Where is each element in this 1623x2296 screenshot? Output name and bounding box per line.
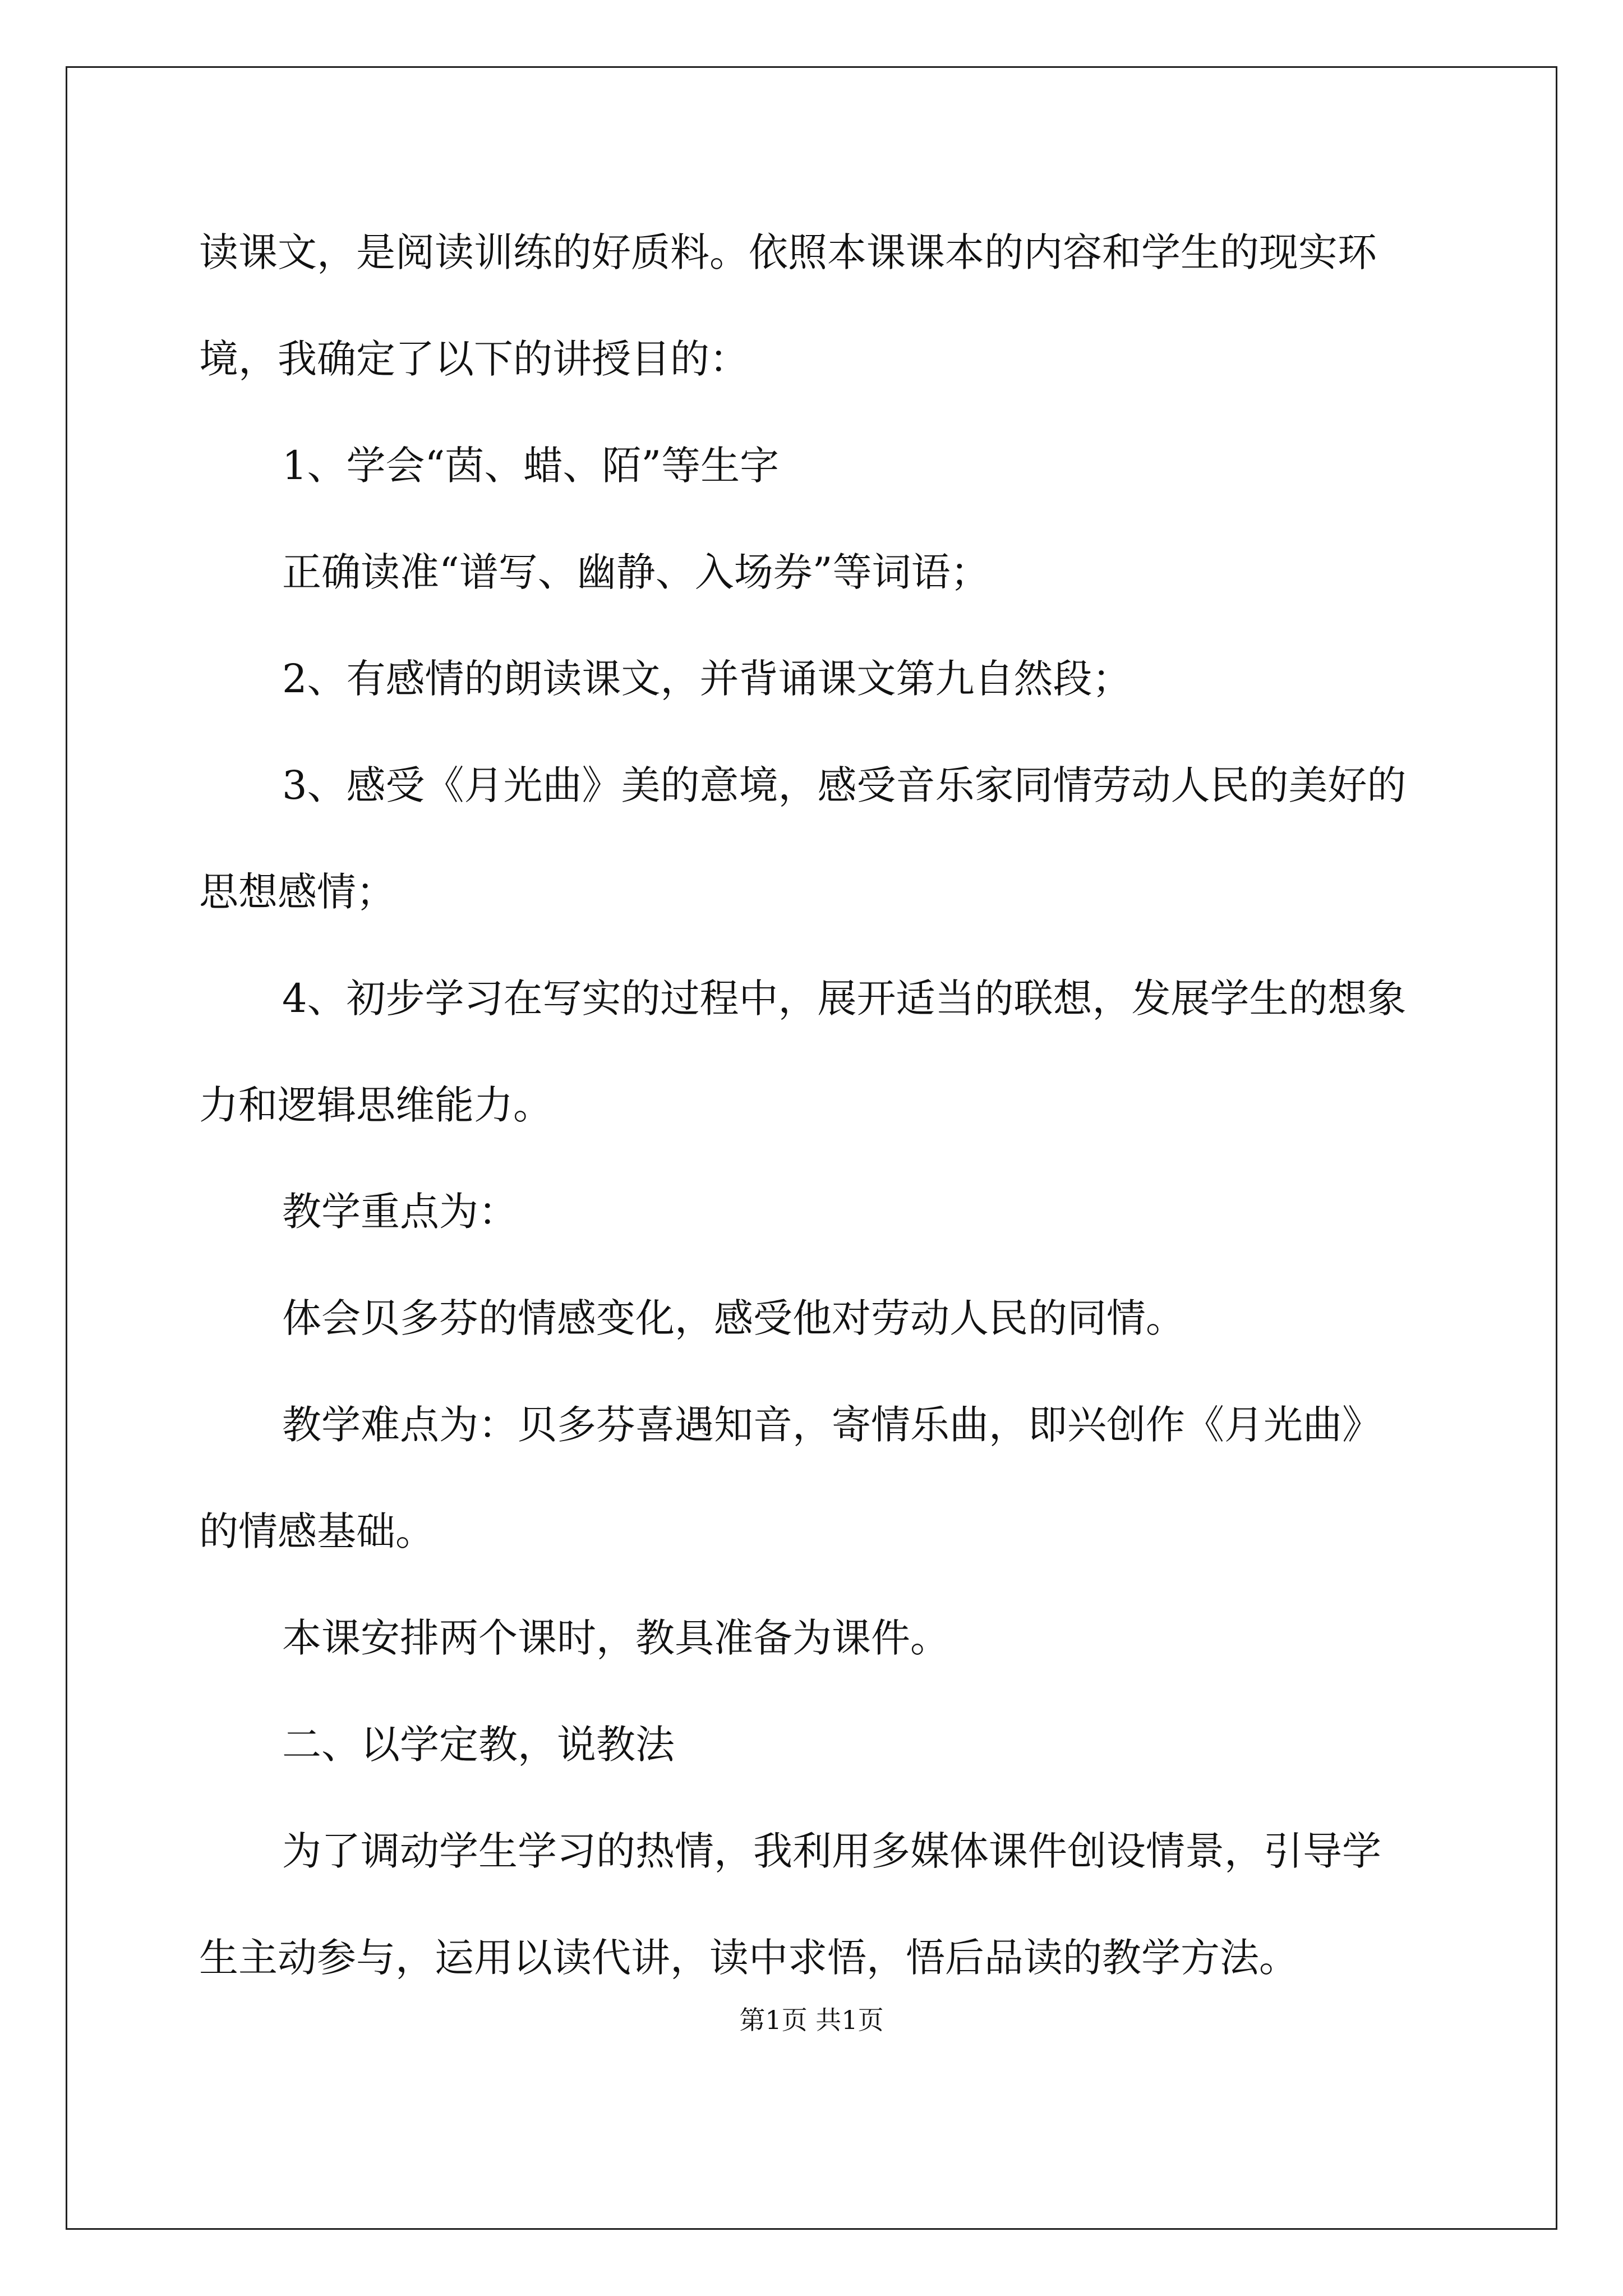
paragraph-line: 正确读准“谱写、幽静、入场券”等词语； xyxy=(282,549,990,595)
paragraph-line: 1、学会“茵、蜡、陌”等生字 xyxy=(282,443,780,489)
paragraph-line: 为了调动学生学习的热情，我利用多媒体课件创设情景，引导学 xyxy=(282,1828,1381,1874)
paragraph-line: 思想感情； xyxy=(199,869,395,915)
page-border xyxy=(66,66,1557,2230)
paragraph-line: 3、感受《月光曲》美的意境，感受音乐家同情劳动人民的美好的 xyxy=(282,762,1407,808)
paragraph-line: 教学难点为：贝多芬喜遇知音，寄情乐曲，即兴创作《月光曲》 xyxy=(282,1402,1381,1448)
paragraph-line: 生主动参与，运用以读代讲，读中求悟，悟后品读的教学方法。 xyxy=(199,1935,1298,1981)
page-number: 第1页 共1页 xyxy=(739,2005,884,2035)
paragraph-line: 体会贝多芬的情感变化，感受他对劳动人民的同情。 xyxy=(282,1295,1185,1341)
paragraph-line: 二、以学定教，说教法 xyxy=(282,1722,675,1768)
paragraph-line: 2、有感情的朗读课文，并背诵课文第九自然段； xyxy=(282,656,1132,702)
paragraph-line: 境，我确定了以下的讲授目的： xyxy=(199,336,749,382)
paragraph-line: 教学重点为： xyxy=(282,1189,518,1235)
paragraph-line: 读课文，是阅读训练的好质料。依照本课课本的内容和学生的现实环 xyxy=(199,229,1377,275)
paragraph-line: 4、初步学习在写实的过程中，展开适当的联想，发展学生的想象 xyxy=(282,976,1407,1022)
paragraph-line: 力和逻辑思维能力。 xyxy=(199,1082,552,1128)
paragraph-line: 的情感基础。 xyxy=(199,1508,435,1554)
paragraph-line: 本课安排两个课时，教具准备为课件。 xyxy=(282,1615,949,1661)
